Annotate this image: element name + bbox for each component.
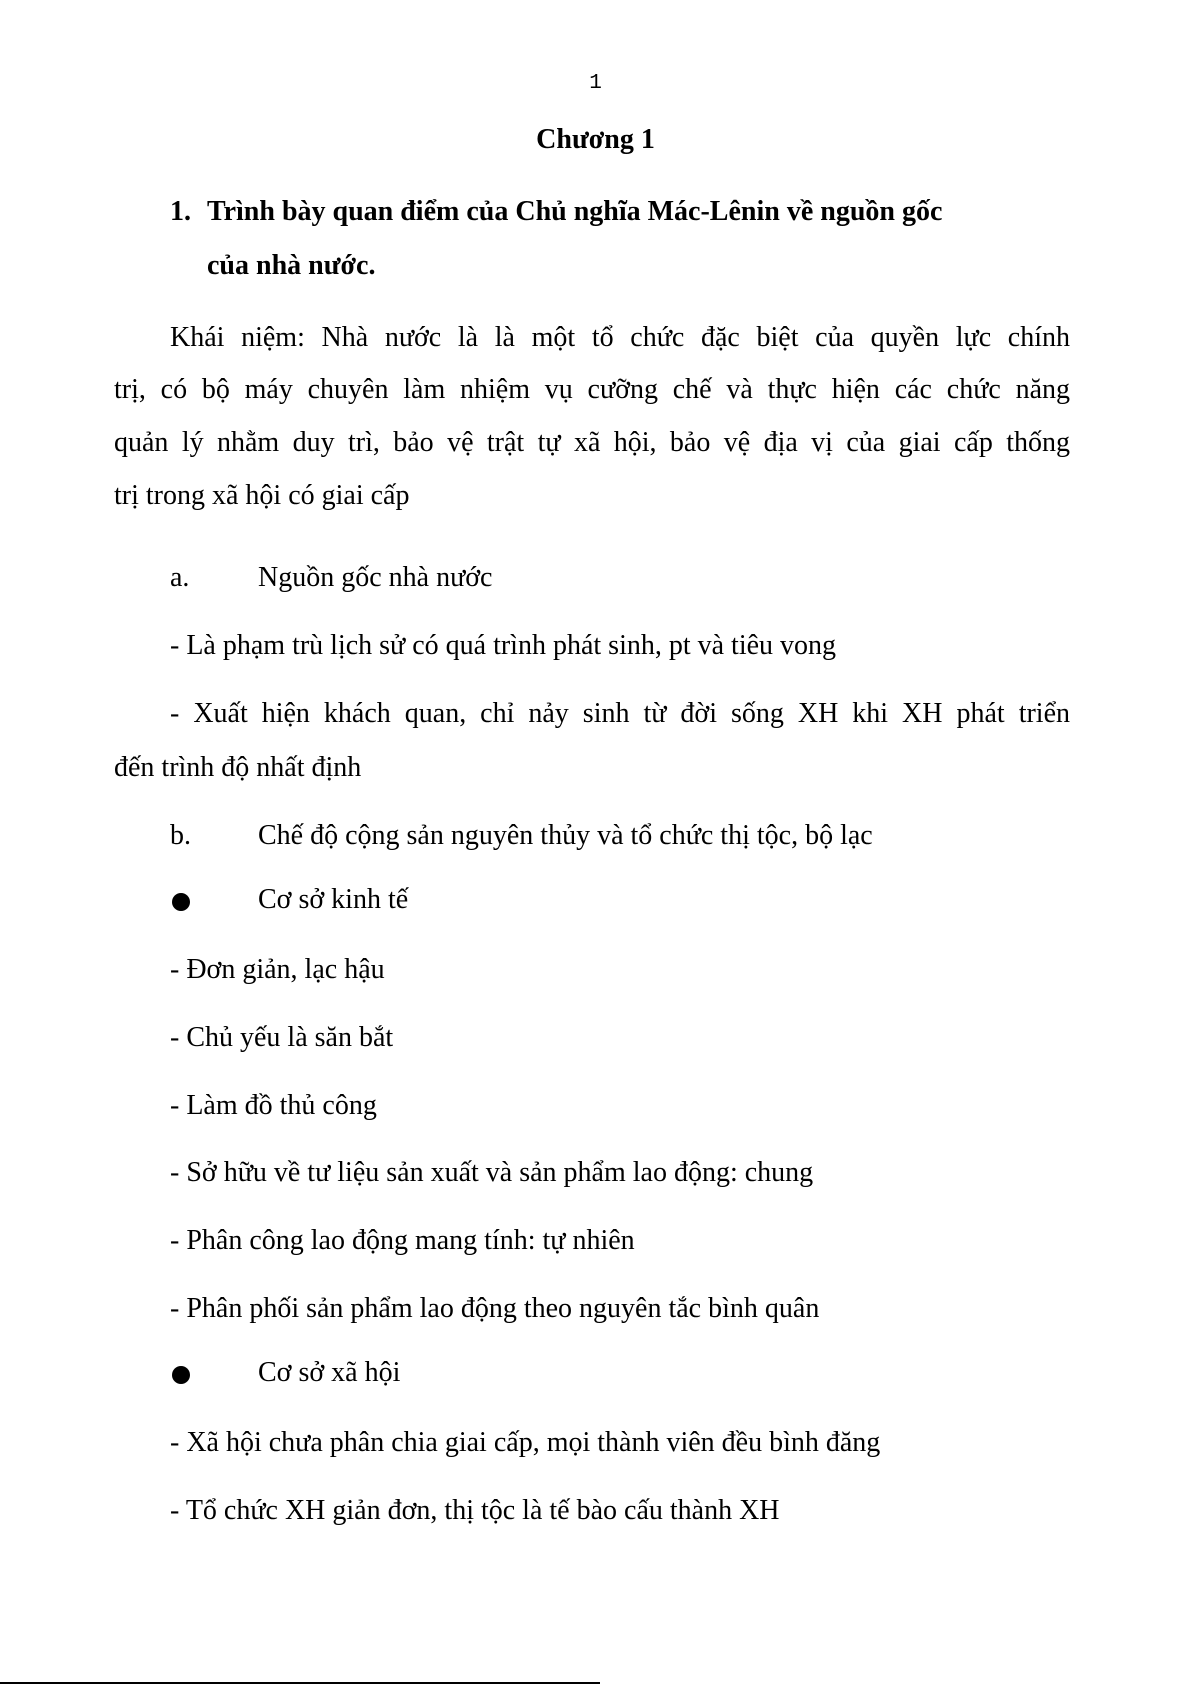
section-b-marker: b. <box>170 820 191 851</box>
bullet-icon <box>172 1366 190 1384</box>
economic-basis-title: Cơ sở kinh tế <box>258 884 409 915</box>
question-heading-line-1: Trình bày quan điểm của Chủ nghĩa Mác-Lênin về nguồn gốc <box>207 196 943 227</box>
page-number: 1 <box>589 72 602 95</box>
definition-line-1: Khái niệm: Nhà nước là là một tổ chức đặc biệt của quyền lực chính <box>170 322 1070 353</box>
section-a-marker: a. <box>170 562 190 593</box>
economic-item: - Phân phối sản phẩm lao động theo nguyên tắc bình quân <box>170 1293 820 1324</box>
economic-item: - Sở hữu về tư liệu sản xuất và sản phẩm lao động: chung <box>170 1157 814 1188</box>
economic-item: - Làm đồ thủ công <box>170 1090 377 1121</box>
section-b-title: Chế độ cộng sản nguyên thủy và tổ chức thị tộc, bộ lạc <box>258 820 873 851</box>
origin-point-2-line-2: đến trình độ nhất định <box>114 752 362 783</box>
definition-line-2: trị, có bộ máy chuyên làm nhiệm vụ cưỡng chế và thực hiện các chức năng <box>114 374 1070 405</box>
question-heading-line-2: của nhà nước. <box>207 250 376 281</box>
footer-rule <box>0 1682 600 1684</box>
definition-line-4: trị trong xã hội có giai cấp <box>114 480 410 511</box>
chapter-title: Chương 1 <box>536 124 655 155</box>
bullet-icon <box>172 893 190 911</box>
economic-item: - Chủ yếu là săn bắt <box>170 1022 394 1053</box>
economic-item: - Phân công lao động mang tính: tự nhiên <box>170 1225 635 1256</box>
social-item: - Tổ chức XH giản đơn, thị tộc là tế bào cấu thành XH <box>170 1495 780 1526</box>
origin-point-1: - Là phạm trù lịch sử có quá trình phát sinh, pt và tiêu vong <box>170 630 837 661</box>
definition-line-3: quản lý nhằm duy trì, bảo vệ trật tự xã hội, bảo vệ địa vị của giai cấp thống <box>114 427 1070 458</box>
section-a-title: Nguồn gốc nhà nước <box>258 562 493 593</box>
social-basis-title: Cơ sở xã hội <box>258 1357 401 1388</box>
origin-point-2-line-1: - Xuất hiện khách quan, chỉ nảy sinh từ đời sống XH khi XH phát triển <box>170 698 1070 729</box>
economic-item: - Đơn giản, lạc hậu <box>170 954 385 985</box>
question-number: 1. <box>170 196 191 227</box>
social-item: - Xã hội chưa phân chia giai cấp, mọi thành viên đều bình đăng <box>170 1427 881 1458</box>
